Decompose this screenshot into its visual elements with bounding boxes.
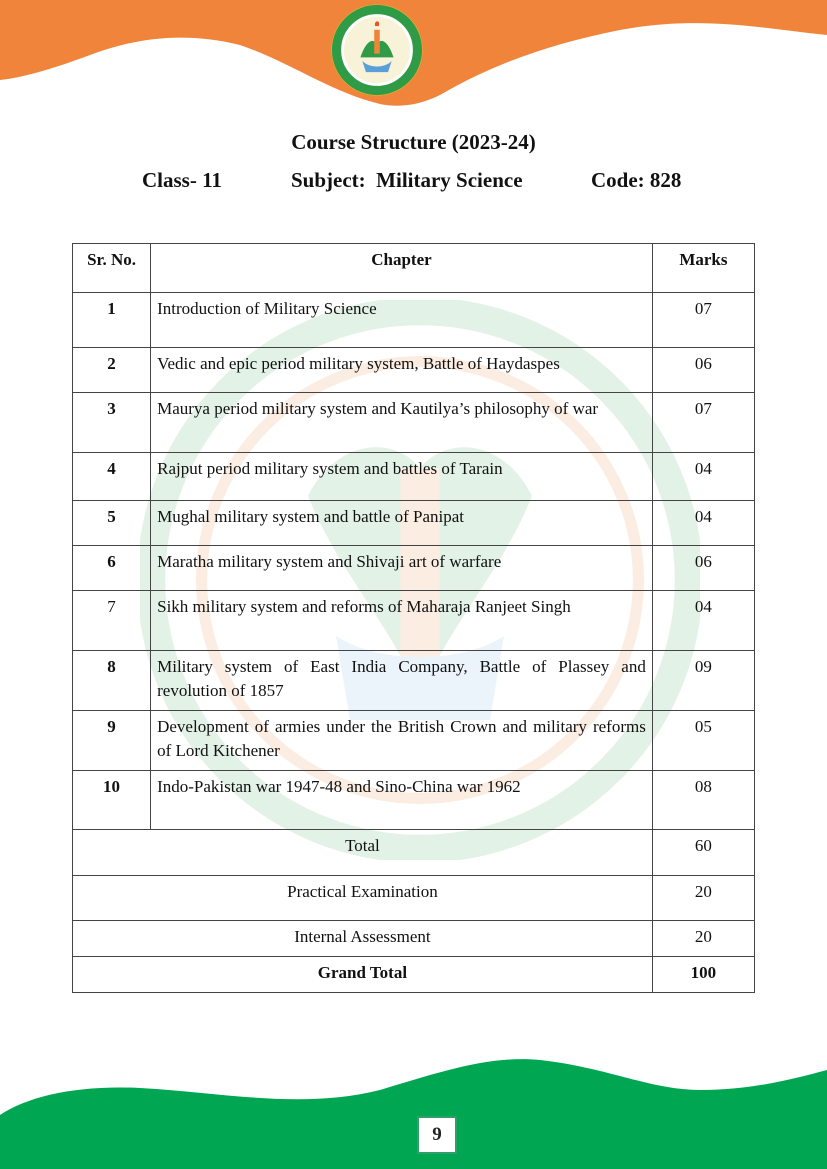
table-header-row bbox=[73, 244, 755, 293]
sr-cell: 10 bbox=[73, 771, 151, 830]
sr-cell: 4 bbox=[73, 453, 151, 501]
sr-cell: 2 bbox=[73, 348, 151, 393]
code-label: Code: 828 bbox=[591, 168, 682, 192]
chapter-cell: Development of armies under the British Crown and military reforms of Lord Kitchener bbox=[151, 711, 653, 771]
marks-cell: 06 bbox=[652, 546, 754, 591]
table-row bbox=[73, 453, 755, 501]
grand-total-marks: 100 bbox=[652, 957, 754, 993]
chapter-cell: Introduction of Military Science bbox=[151, 293, 653, 348]
course-structure-table bbox=[72, 243, 755, 993]
marks-cell: 09 bbox=[652, 651, 754, 711]
practical-marks: 20 bbox=[652, 876, 754, 921]
sr-cell: 9 bbox=[73, 711, 151, 771]
practical-label: Practical Examination bbox=[73, 876, 653, 921]
marks-cell: 04 bbox=[652, 453, 754, 501]
internal-marks: 20 bbox=[652, 921, 754, 957]
chapter-cell: Vedic and epic period military system, Battle of Haydaspes bbox=[151, 348, 653, 393]
marks-cell: 05 bbox=[652, 711, 754, 771]
sr-cell: 3 bbox=[73, 393, 151, 453]
sr-cell: 6 bbox=[73, 546, 151, 591]
marks-cell: 08 bbox=[652, 771, 754, 830]
summary-row-total bbox=[73, 830, 755, 876]
footer-wave bbox=[0, 1040, 827, 1169]
table-row bbox=[73, 651, 755, 711]
marks-cell: 06 bbox=[652, 348, 754, 393]
chapter-cell: Maurya period military system and Kautilya’s philosophy of war bbox=[151, 393, 653, 453]
chapter-cell: Mughal military system and battle of Panipat bbox=[151, 501, 653, 546]
marks-cell: 04 bbox=[652, 501, 754, 546]
table-row bbox=[73, 771, 755, 830]
table-row bbox=[73, 591, 755, 651]
subject-label: Subject: Military Science bbox=[291, 168, 523, 192]
sr-cell: 7 bbox=[73, 591, 151, 651]
internal-label: Internal Assessment bbox=[73, 921, 653, 957]
total-label: Total bbox=[73, 830, 653, 876]
page-number: 9 bbox=[417, 1116, 457, 1154]
marks-cell: 04 bbox=[652, 591, 754, 651]
chapter-cell: Military system of East India Company, Battle of Plassey and revolution of 1857 bbox=[151, 651, 653, 711]
column-header-chapter: Chapter bbox=[151, 244, 653, 293]
marks-cell: 07 bbox=[652, 393, 754, 453]
chapter-cell: Sikh military system and reforms of Maharaja Ranjeet Singh bbox=[151, 591, 653, 651]
sr-cell: 1 bbox=[73, 293, 151, 348]
grand-total-label: Grand Total bbox=[73, 957, 653, 993]
summary-row-grand-total bbox=[73, 957, 755, 993]
chapter-cell: Indo-Pakistan war 1947-48 and Sino-China war 1962 bbox=[151, 771, 653, 830]
class-label: Class- 11 bbox=[142, 168, 222, 192]
column-header-sr: Sr. No. bbox=[73, 244, 151, 293]
table-row bbox=[73, 546, 755, 591]
sr-cell: 5 bbox=[73, 501, 151, 546]
board-logo-icon bbox=[331, 4, 423, 96]
chapter-cell: Rajput period military system and battles of Tarain bbox=[151, 453, 653, 501]
table-row bbox=[73, 348, 755, 393]
page-title: Course Structure (2023-24) bbox=[291, 130, 536, 154]
summary-row-internal bbox=[73, 921, 755, 957]
table-row bbox=[73, 711, 755, 771]
sr-cell: 8 bbox=[73, 651, 151, 711]
summary-row-practical bbox=[73, 876, 755, 921]
total-marks: 60 bbox=[652, 830, 754, 876]
chapter-cell: Maratha military system and Shivaji art of warfare bbox=[151, 546, 653, 591]
table-row bbox=[73, 393, 755, 453]
table-row bbox=[73, 293, 755, 348]
column-header-marks: Marks bbox=[652, 244, 754, 293]
marks-cell: 07 bbox=[652, 293, 754, 348]
table-row bbox=[73, 501, 755, 546]
